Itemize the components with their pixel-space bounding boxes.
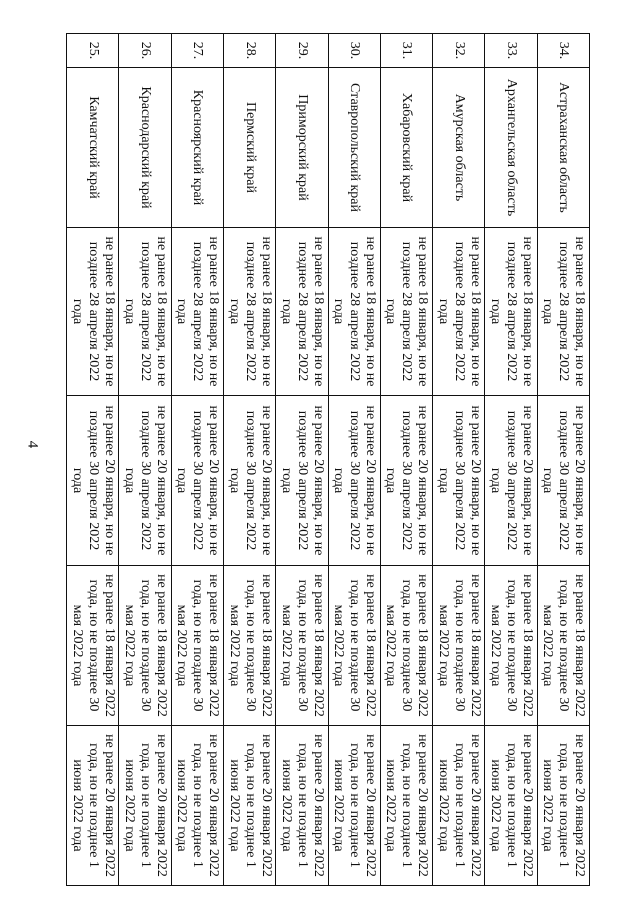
date-range-4: не ранее 20 января 2022 года, но не позднее 1 июня 2022 года [380,726,432,886]
date-range-3: не ранее 18 января 2022 года, но не позднее 30 мая 2022 года [433,566,485,726]
date-range-2: не ранее 20 января, но не позднее 30 апреля 2022 года [485,396,537,566]
date-range-4: не ранее 20 января 2022 года, но не позднее 1 июня 2022 года [433,726,485,886]
row-number: 26. [119,34,171,68]
page-number: 4 [24,440,41,449]
date-range-3: не ранее 18 января 2022 года, но не позднее 30 мая 2022 года [223,566,275,726]
table-row [171,34,223,886]
date-range-1: не ранее 18 января, но не позднее 28 апреля 2022 года [433,228,485,396]
row-number: 32. [433,34,485,68]
region-name: Ставропольский край [328,68,380,228]
table-row [223,34,275,886]
region-name: Хабаровский край [380,68,432,228]
date-range-2: не ранее 20 января, но не позднее 30 апреля 2022 года [223,396,275,566]
date-range-4: не ранее 20 января 2022 года, но не позднее 1 июня 2022 года [67,726,119,886]
region-name: Архангельская область [485,68,537,228]
table-row [119,34,171,886]
date-range-1: не ранее 18 января, но не позднее 28 апреля 2022 года [537,228,589,396]
table-row [433,34,485,886]
date-range-1: не ранее 18 января, но не позднее 28 апреля 2022 года [485,228,537,396]
table-row [67,34,119,886]
date-range-4: не ранее 20 января 2022 года, но не позднее 1 июня 2022 года [537,726,589,886]
date-range-4: не ранее 20 января 2022 года, но не позднее 1 июня 2022 года [223,726,275,886]
date-range-1: не ранее 18 января, но не позднее 28 апреля 2022 года [67,228,119,396]
date-range-3: не ранее 18 января 2022 года, но не позднее 30 мая 2022 года [380,566,432,726]
date-range-4: не ранее 20 января 2022 года, но не позднее 1 июня 2022 года [119,726,171,886]
region-name: Краснодарский край [119,68,171,228]
date-range-2: не ранее 20 января, но не позднее 30 апреля 2022 года [276,396,328,566]
table-row [485,34,537,886]
region-name: Приморский край [276,68,328,228]
row-number: 34. [537,34,589,68]
date-range-1: не ранее 18 января, но не позднее 28 апреля 2022 года [223,228,275,396]
row-number: 33. [485,34,537,68]
date-range-4: не ранее 20 января 2022 года, но не позднее 1 июня 2022 года [171,726,223,886]
date-range-1: не ранее 18 января, но не позднее 28 апреля 2022 года [276,228,328,396]
date-range-4: не ранее 20 января 2022 года, но не позднее 1 июня 2022 года [485,726,537,886]
region-name: Камчатский край [67,68,119,228]
date-range-1: не ранее 18 января, но не позднее 28 апреля 2022 года [328,228,380,396]
row-number: 27. [171,34,223,68]
date-range-4: не ранее 20 января 2022 года, но не позднее 1 июня 2022 года [276,726,328,886]
region-name: Красноярский край [171,68,223,228]
table-row [276,34,328,886]
date-range-2: не ранее 20 января, но не позднее 30 апреля 2022 года [380,396,432,566]
region-name: Амурская область [433,68,485,228]
row-number: 31. [380,34,432,68]
date-range-1: не ранее 18 января, но не позднее 28 апреля 2022 года [380,228,432,396]
date-range-3: не ранее 18 января 2022 года, но не позднее 30 мая 2022 года [485,566,537,726]
date-range-2: не ранее 20 января, но не позднее 30 апреля 2022 года [537,396,589,566]
date-range-2: не ранее 20 января, но не позднее 30 апреля 2022 года [171,396,223,566]
date-range-2: не ранее 20 января, но не позднее 30 апреля 2022 года [433,396,485,566]
date-range-1: не ранее 18 января, но не позднее 28 апреля 2022 года [171,228,223,396]
date-range-2: не ранее 20 января, но не позднее 30 апреля 2022 года [119,396,171,566]
date-range-3: не ранее 18 января 2022 года, но не позднее 30 мая 2022 года [276,566,328,726]
region-name: Пермский край [223,68,275,228]
date-range-2: не ранее 20 января, но не позднее 30 апреля 2022 года [67,396,119,566]
row-number: 28. [223,34,275,68]
row-number: 30. [328,34,380,68]
date-range-3: не ранее 18 января 2022 года, но не позднее 30 мая 2022 года [328,566,380,726]
row-number: 29. [276,34,328,68]
table-row [380,34,432,886]
date-range-3: не ранее 18 января 2022 года, но не позднее 30 мая 2022 года [171,566,223,726]
date-range-3: не ранее 18 января 2022 года, но не позднее 30 мая 2022 года [119,566,171,726]
table-body [67,34,590,886]
date-range-4: не ранее 20 января 2022 года, но не позднее 1 июня 2022 года [328,726,380,886]
date-range-1: не ранее 18 января, но не позднее 28 апреля 2022 года [119,228,171,396]
date-range-3: не ранее 18 января 2022 года, но не позднее 30 мая 2022 года [67,566,119,726]
table-row [537,34,589,886]
row-number: 25. [67,34,119,68]
table-row [328,34,380,886]
date-range-3: не ранее 18 января 2022 года, но не позднее 30 мая 2022 года [537,566,589,726]
date-range-2: не ранее 20 января, но не позднее 30 апреля 2022 года [328,396,380,566]
region-name: Астраханская область [537,68,589,228]
schedule-table [66,33,590,886]
rotated-table-container [66,33,590,885]
